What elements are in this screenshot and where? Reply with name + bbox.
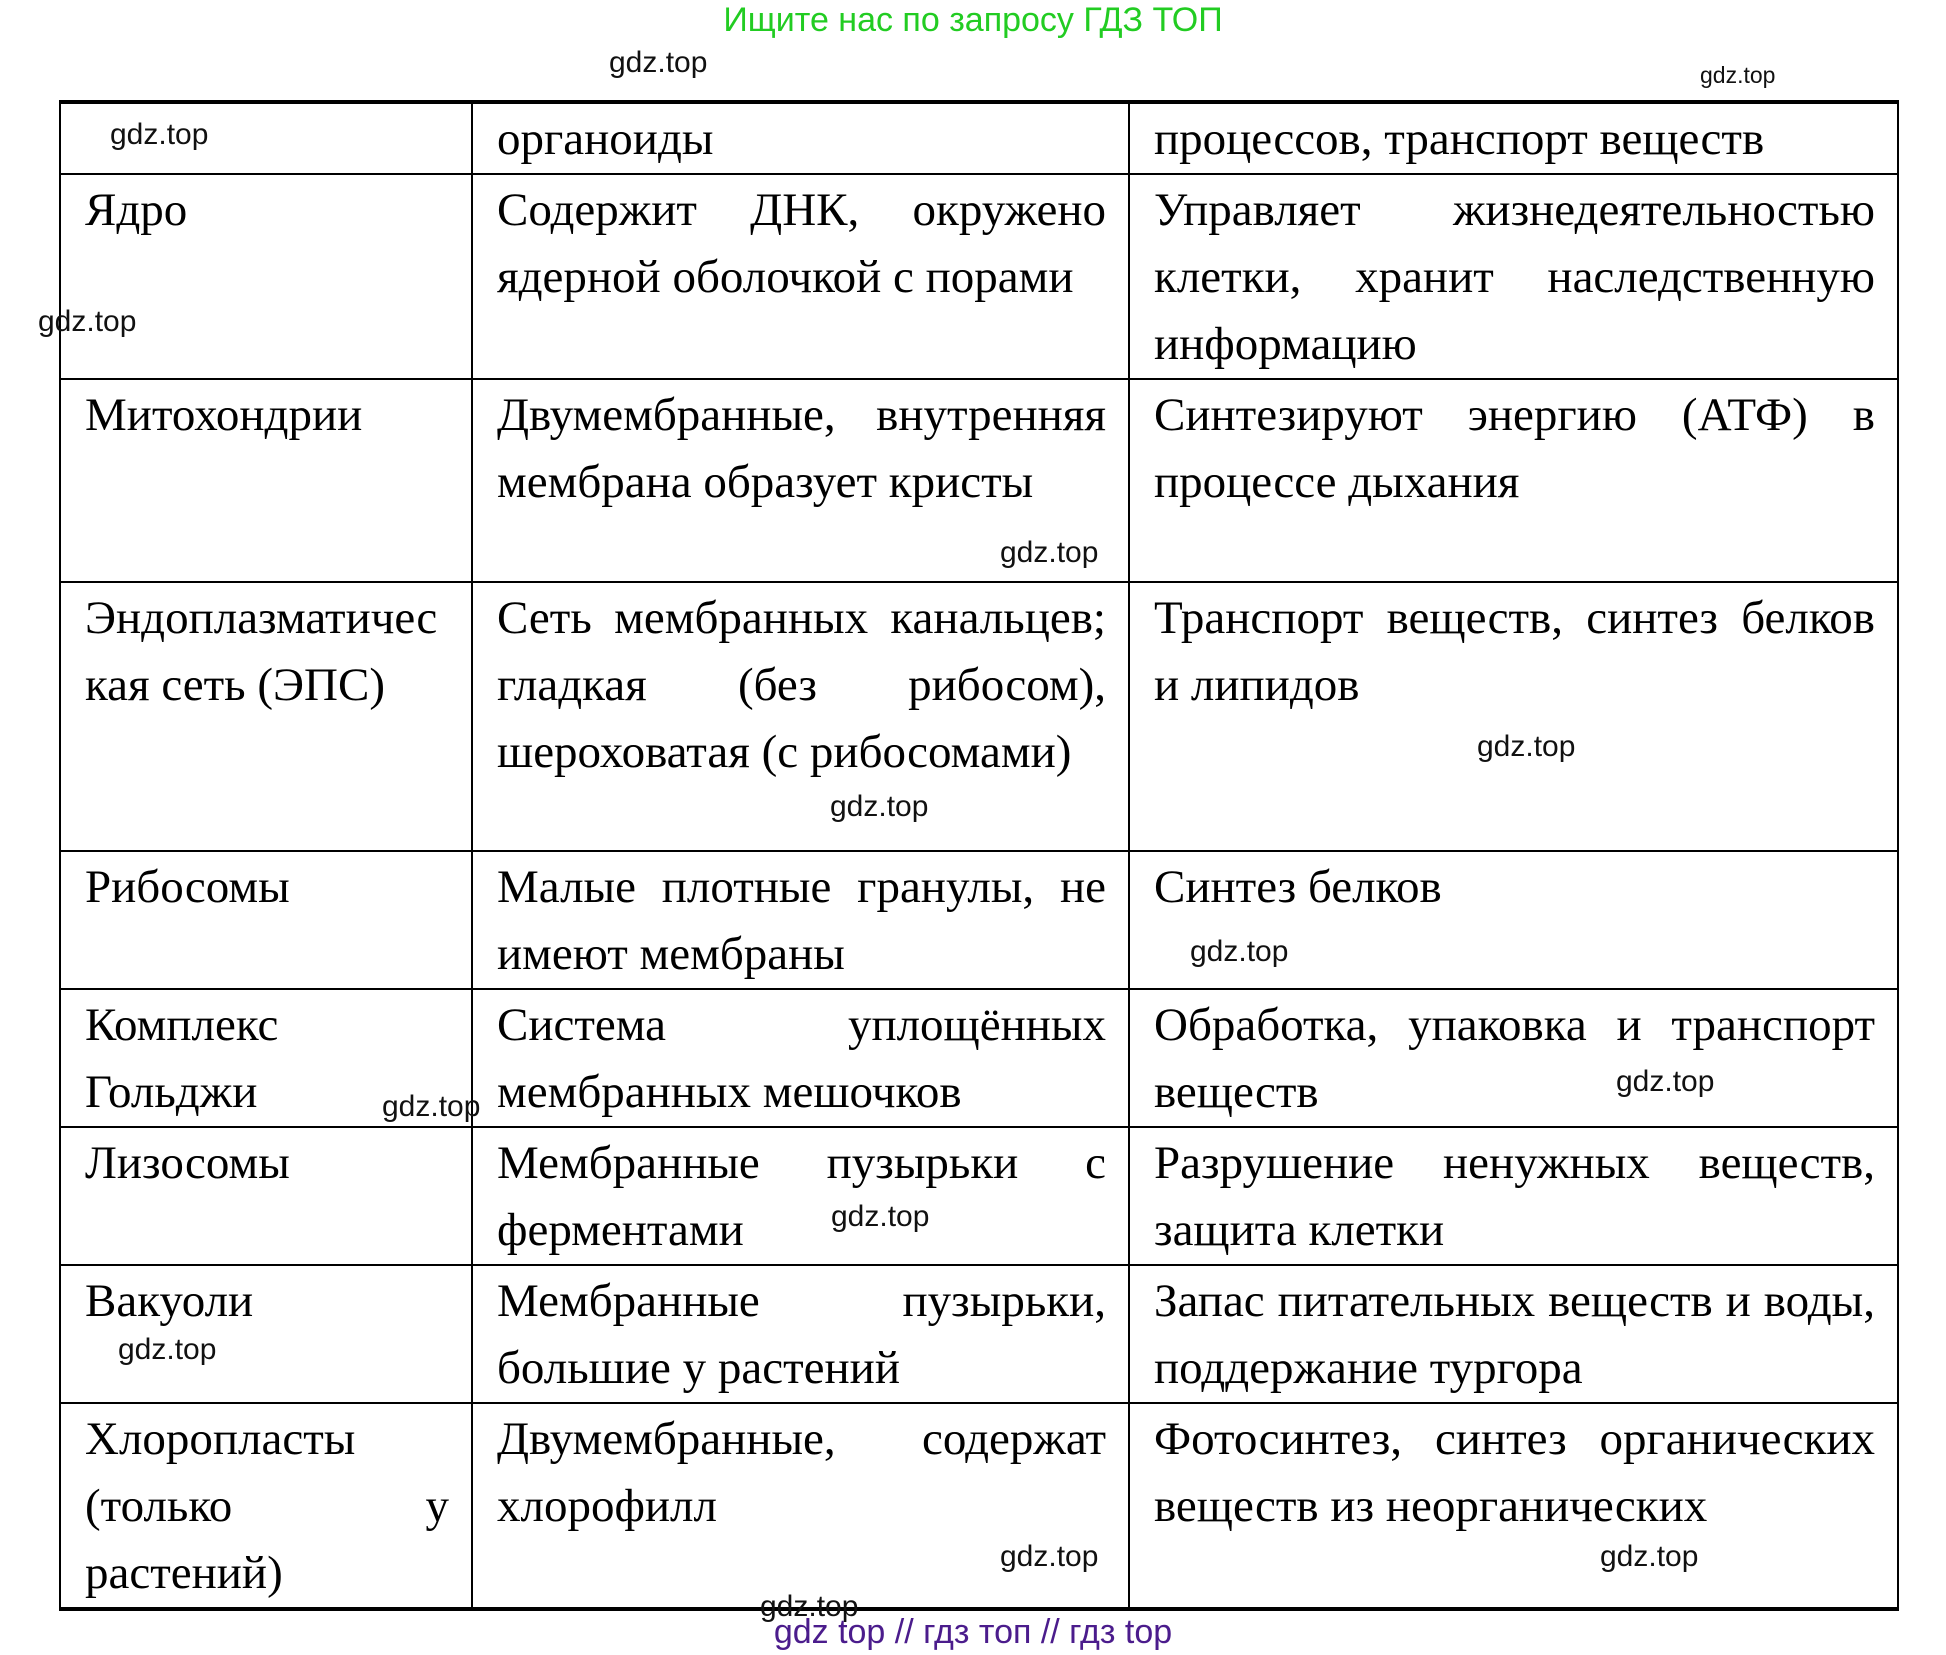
watermark: gdz.top [1000,1540,1099,1573]
watermark: gdz.top [1190,935,1289,968]
structure-cell: Содержит ДНК, окружено ядерной оболочкой с порами [472,174,1129,379]
watermark: gdz.top [110,118,209,151]
watermark: gdz.top [1600,1540,1699,1573]
structure-cell: Система уплощённых мембранных мешочков [472,989,1129,1127]
organelles-table [59,100,1899,1611]
organelle-name-cell: Ядро [60,174,472,379]
footer-links: gdz top // гдз топ // гдз top [773,1613,1173,1651]
table-row [60,1127,1898,1265]
watermark: gdz.top [1700,62,1776,88]
organelle-name-cell: Комплекс Гольджи [60,989,472,1127]
header-cell: органоиды [472,102,1129,174]
organelle-name-cell: Вакуоли [60,1265,472,1403]
function-cell: Запас питательных веществ и воды, поддержание тургора [1129,1265,1898,1403]
organelle-name-cell: Хлоропласты (только у растений) [60,1403,472,1609]
watermark: gdz.top [1000,536,1099,569]
watermark: gdz.top [831,1200,930,1233]
table-row [60,379,1898,582]
organelle-name-cell: Лизосомы [60,1127,472,1265]
function-cell: Синтез белков [1129,851,1898,989]
function-cell: Обработка, упаковка и транспорт веществ [1129,989,1898,1127]
function-cell: Управляет жизнедеятельностью клетки, хранит наследственную информацию [1129,174,1898,379]
table-row [60,582,1898,851]
table-row [60,174,1898,379]
organelle-name-cell: Эндоплазматическая сеть (ЭПС) [60,582,472,851]
table-row [60,1265,1898,1403]
watermark: gdz.top [118,1333,217,1366]
search-hint-banner: Ищите нас по запросу ГДЗ ТОП [723,1,1223,39]
function-cell: Фотосинтез, синтез органических веществ из неорганических [1129,1403,1898,1609]
table-header-row [60,102,1898,174]
watermark: gdz.top [609,46,708,79]
structure-cell: Мембранные пузырьки с ферментами [472,1127,1129,1265]
watermark: gdz.top [38,305,137,338]
organelle-name-cell: Митохондрии [60,379,472,582]
structure-cell: Двумембранные, содержат хлорофилл [472,1403,1129,1609]
organelle-name-cell: Рибосомы [60,851,472,989]
table-row [60,989,1898,1127]
structure-cell: Двумембранные, внутренняя мембрана образует кристы [472,379,1129,582]
function-cell: Разрушение ненужных веществ, защита клетки [1129,1127,1898,1265]
structure-cell: Сеть мембранных канальцев; гладкая (без рибосом), шероховатая (с рибосомами) [472,582,1129,851]
structure-cell: Мембранные пузырьки, большие у растений [472,1265,1129,1403]
table-row [60,851,1898,989]
function-cell: Синтезируют энергию (АТФ) в процессе дыхания [1129,379,1898,582]
watermark: gdz.top [830,790,929,823]
watermark: gdz.top [1477,730,1576,763]
table-row [60,1403,1898,1609]
watermark: gdz.top [1616,1065,1715,1098]
structure-cell: Малые плотные гранулы, не имеют мембраны [472,851,1129,989]
watermark: gdz.top [382,1090,481,1123]
watermark: gdz.top [760,1590,859,1623]
header-cell: процессов, транспорт веществ [1129,102,1898,174]
function-cell: Транспорт веществ, синтез белков и липидов [1129,582,1898,851]
